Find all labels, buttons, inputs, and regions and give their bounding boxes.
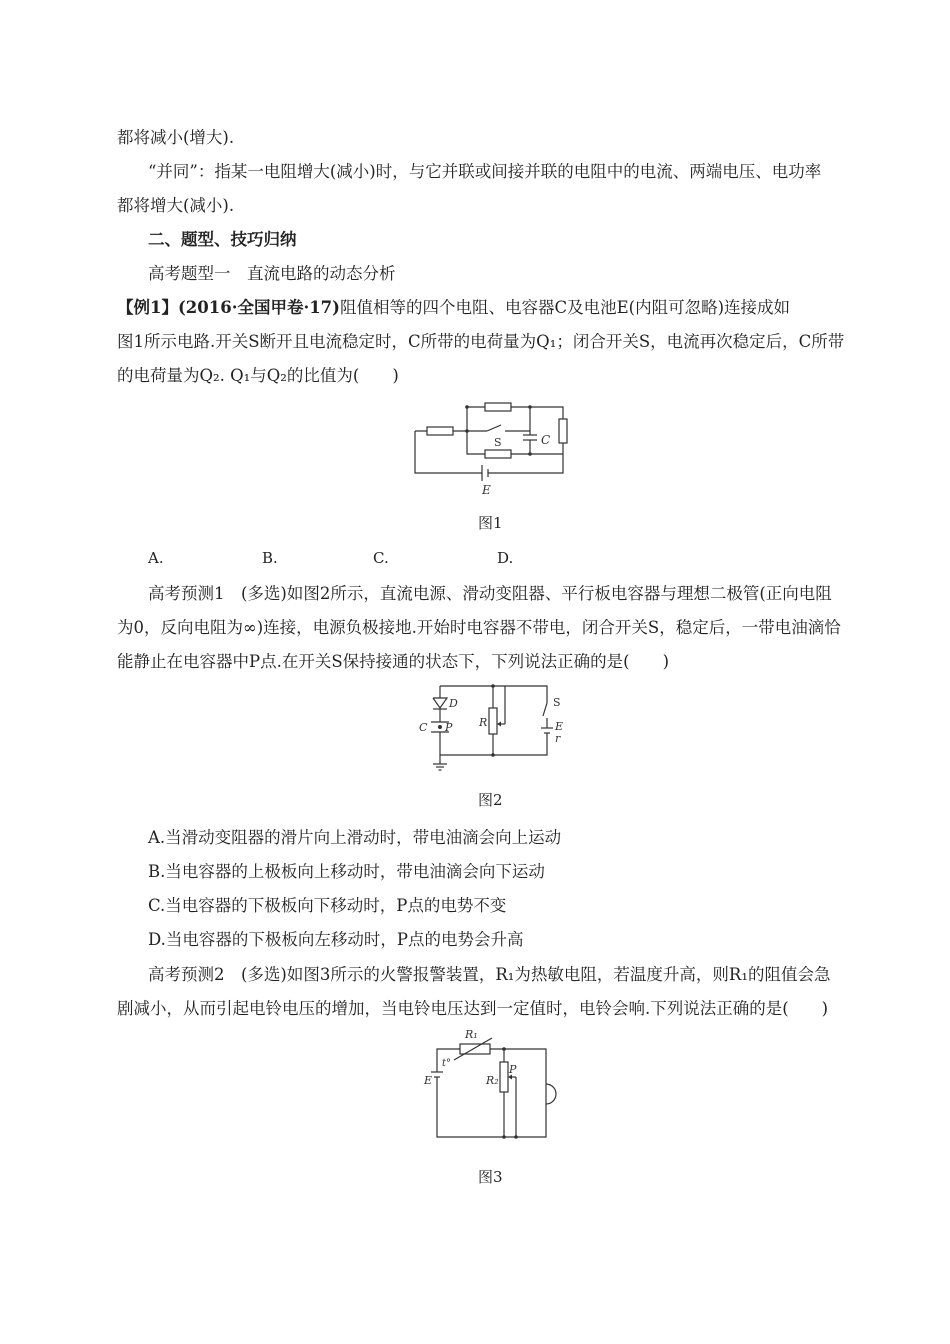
circuit-figure-2 xyxy=(415,680,575,775)
label-R1: R₁ xyxy=(465,1028,478,1041)
option-line: C.当电容器的下极板向下移动时，P点的电势不变 xyxy=(148,896,507,915)
paragraph-line: 剧减小，从而引起电铃电压的增加，当电铃电压达到一定值时，电铃会响.下列说法正确的是( ) xyxy=(117,999,829,1018)
label-r: r xyxy=(555,732,561,745)
option-a: A. xyxy=(148,549,164,567)
paragraph-line: 能静止在电容器中P点.在开关S保持接通的状态下，下列说法正确的是( ) xyxy=(117,652,670,671)
option-line: B.当电容器的上极板向上移动时，带电油滴会向下运动 xyxy=(148,862,545,881)
option-b: B. xyxy=(262,549,278,567)
paragraph-line: 都将减小(增大). xyxy=(117,128,235,147)
label-E: E xyxy=(424,1074,433,1087)
circuit-figure-1 xyxy=(405,395,585,500)
example-line xyxy=(117,297,790,319)
paragraph-line: 高考预测2 (多选)如图3所示的火警报警装置，R₁为热敏电阻，若温度升高，则R₁的阻值会急 xyxy=(148,965,831,984)
label-S: S xyxy=(553,696,561,709)
paragraph-line: “并同”：指某一电阻增大(减小)时，与它并联或间接并联的电阻中的电流、两端电压、电功率 xyxy=(148,162,822,181)
figure-caption-3: 图3 xyxy=(478,1168,503,1186)
paragraph-line: 的电荷量为Q₂. Q₁与Q₂的比值为( ) xyxy=(117,366,399,385)
figure-caption-1: 图1 xyxy=(478,514,503,532)
label-R2: R₂ xyxy=(486,1074,499,1087)
example-text: 阻值相等的四个电阻、电容器C及电池E(内阻可忽略)连接成如 xyxy=(339,298,791,317)
circuit-figure-3 xyxy=(420,1022,570,1142)
section-heading: 二、题型、技巧归纳 xyxy=(148,230,297,249)
paragraph-line: 图1所示电路.开关S断开且电流稳定时，C所带的电荷量为Q₁；闭合开关S，电流再次稳定后，C所带 xyxy=(117,332,845,351)
label-R: R xyxy=(479,716,488,729)
option-c: C. xyxy=(373,549,389,567)
option-d: D. xyxy=(497,549,514,567)
figure-caption-2: 图2 xyxy=(478,791,503,809)
example-label: 【例1】 xyxy=(117,298,178,317)
label-E: E xyxy=(482,483,491,497)
paragraph-line: 高考预测1 (多选)如图2所示，直流电源、滑动变阻器、平行板电容器与理想二极管(正向电阻 xyxy=(148,584,832,603)
example-source: (2016·全国甲卷·17) xyxy=(177,298,340,317)
label-C: C xyxy=(419,721,428,734)
label-P: P xyxy=(509,1063,517,1076)
label-C: C xyxy=(541,433,551,447)
topic-heading: 高考题型一 直流电路的动态分析 xyxy=(148,264,396,283)
label-t: t° xyxy=(442,1058,452,1069)
label-P: P xyxy=(445,721,453,734)
label-E: E xyxy=(555,720,564,733)
label-D: D xyxy=(449,697,458,710)
option-line: A.当滑动变阻器的滑片向上滑动时，带电油滴会向上运动 xyxy=(148,828,562,847)
paragraph-line: 都将增大(减小). xyxy=(117,196,235,215)
paragraph-line: 为0，反向电阻为∞)连接，电源负极接地.开始时电容器不带电，闭合开关S，稳定后，一带电油滴恰 xyxy=(117,618,841,637)
option-line: D.当电容器的下极板向左移动时，P点的电势会升高 xyxy=(148,930,524,949)
label-S: S xyxy=(494,436,502,449)
